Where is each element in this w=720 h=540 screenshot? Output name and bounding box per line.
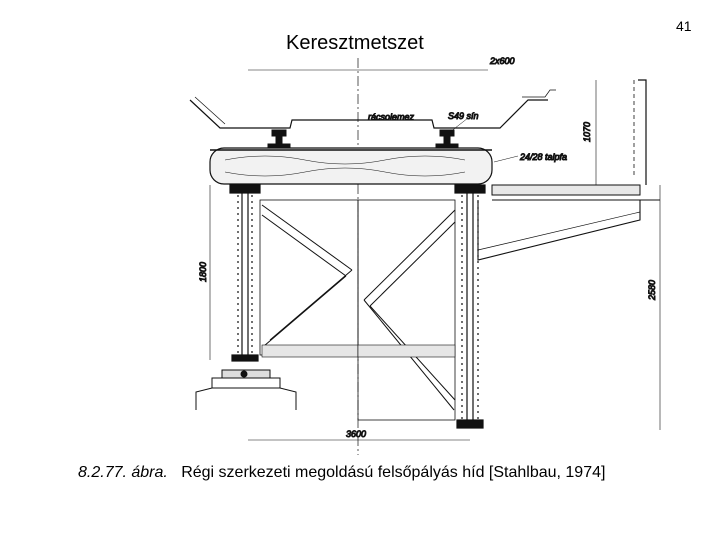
label-rail: S49 sín: [448, 111, 479, 121]
label-top-width: 2x600: [490, 56, 515, 66]
figure-caption-text: Régi szerkezeti megoldású felsőpályás híd [Stahlbau, 1974]: [181, 464, 606, 481]
label-grating: rácsolemez: [368, 112, 415, 122]
right-bracing: [358, 200, 455, 420]
left-rail: [268, 130, 290, 148]
label-height-right-top: 1070: [582, 121, 592, 142]
left-bracing: [260, 200, 358, 357]
timber-sleeper: [210, 148, 492, 184]
right-main-girder: [455, 185, 485, 428]
label-sleeper: 24/28 talpfa: [520, 152, 568, 162]
label-height-right: 2580: [647, 279, 657, 300]
slide-title: Keresztmetszet: [286, 32, 424, 54]
figure-caption: [78, 464, 605, 482]
bearing: [196, 370, 296, 410]
right-rail: [436, 130, 458, 148]
page-number: 41: [676, 18, 692, 34]
figure-label: 8.2.77. ábra.: [78, 464, 168, 481]
walkway-deck: [492, 185, 640, 195]
label-height-left: 1800: [198, 261, 208, 282]
label-bottom-width: 3600: [346, 429, 367, 439]
cantilever-bracket: [478, 200, 640, 260]
left-main-girder: [230, 185, 260, 361]
railing-post: [638, 80, 646, 185]
